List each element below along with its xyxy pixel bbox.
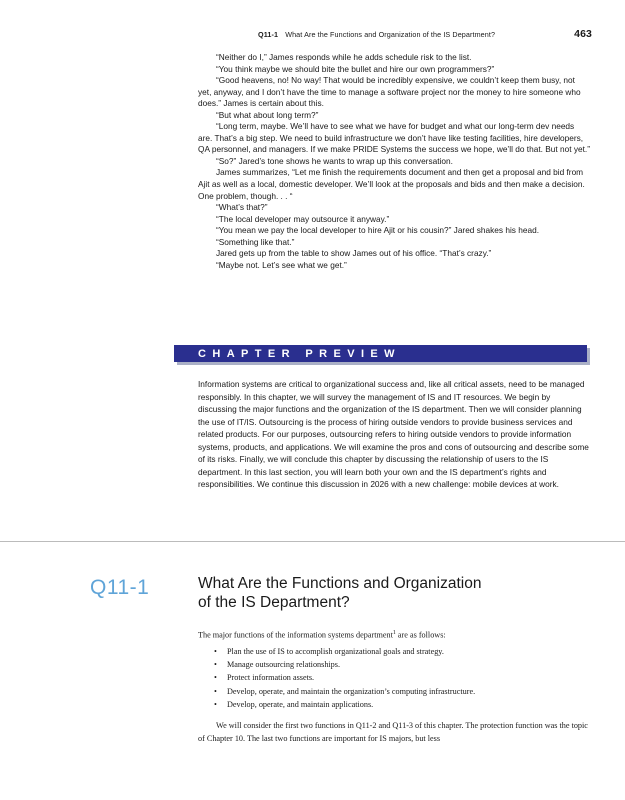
- bullet-icon: •: [214, 673, 217, 683]
- list-item-text: Protect information assets.: [227, 673, 315, 683]
- list-item: [214, 698, 584, 711]
- story-paragraph: “Long term, maybe. We’ll have to see what we have for budget and what our long-term dev needs are. That’s a big step. We need to build infrastructure we don’t have like testing facilities, hire developers, QA personnel, and managers. If we make PRIDE Systems the success we hope, we’ll do that. But not yet.”: [198, 121, 590, 155]
- story-paragraph: “So?” Jared’s tone shows he wants to wrap up this conversation.: [216, 155, 453, 166]
- chapter-preview-text: Information systems are critical to organizational success and, like all critical assets, need to be managed responsibly. In this chapter, we will survey the management of IS and IT resources. We begin by discussing the major functions and the organization of the IS department. Then we will consider planning the use of IT/IS. Outsourcing is the process of hiring outside vendors to provide business services and related products. For our purposes, outsourcing refers to hiring outside vendors to provide information systems, products, and applications. We will examine the pros and cons of outsourcing and describe some of its risks. Finally, we will conclude this chapter by discussing the relationship of users to the IS department. In this last section, you will learn both your own and the IS department’s rights and responsibilities. We continue this discussion in 2026 with a new challenge: mobile devices at work.: [198, 379, 589, 489]
- functions-list: [214, 645, 584, 711]
- page-number: 463: [574, 28, 592, 40]
- list-item: [214, 671, 584, 684]
- chapter-preview-banner: [174, 345, 587, 362]
- section-title-line: of the IS Department?: [198, 594, 350, 611]
- list-item: [214, 658, 584, 671]
- section-divider: [0, 541, 625, 542]
- running-head-section-id: Q11-1: [258, 30, 279, 39]
- section-title: [198, 574, 588, 612]
- list-item: [214, 645, 584, 658]
- list-item-text: Develop, operate, and maintain the organization’s computing infrastructure.: [227, 686, 476, 696]
- story-paragraph: James summarizes, “Let me finish the requirements document and then get a proposal and bid from Ajit as well as a local, domestic developer. We’ll look at the proposals and bids and then make a decision. One problem, though. . . “: [198, 167, 585, 201]
- list-item-text: Develop, operate, and maintain applications.: [227, 699, 374, 709]
- intro-text: The major functions of the information systems department: [198, 630, 393, 640]
- opening-case-story: [198, 52, 590, 271]
- chapter-preview-heading: CHAPTER PREVIEW: [198, 348, 401, 360]
- story-paragraph: “Neither do I,” James responds while he adds schedule risk to the list.: [216, 52, 472, 62]
- running-head: [258, 30, 592, 42]
- list-item: [214, 685, 584, 698]
- bullet-icon: •: [214, 660, 217, 670]
- section-number: Q11-1: [90, 576, 150, 599]
- bullet-icon: •: [214, 647, 217, 656]
- closing-paragraph: We will consider the first two functions in Q11-2 and Q11-3 of this chapter. The protection function was the topic of Chapter 10. The last two functions are important for IS majors, but less: [198, 721, 588, 743]
- story-paragraph: “Something like that.”: [216, 236, 295, 247]
- section-title-line: What Are the Functions and Organization: [198, 575, 482, 592]
- footnote-marker: 1: [392, 630, 396, 636]
- story-paragraph: “You think maybe we should bite the bullet and hire our own programmers?”: [216, 63, 495, 74]
- story-paragraph: “Good heavens, no! No way! That would be incredibly expensive, we couldn’t keep them busy, not yet, anyway, and I don’t have the time to manage a software project nor the money to hire someone who does.” James is certain about this.: [198, 75, 581, 109]
- intro-text-end: are as follows:: [395, 630, 446, 640]
- bullet-icon: •: [214, 686, 217, 696]
- list-item-text: Manage outsourcing relationships.: [227, 660, 341, 670]
- story-paragraph: Jared gets up from the table to show James out of his office. “That’s crazy.”: [216, 248, 492, 259]
- story-paragraph: “The local developer may outsource it anyway.”: [216, 213, 390, 224]
- story-paragraph: “But what about long term?”: [216, 109, 319, 120]
- section-intro: [198, 628, 590, 641]
- bullet-icon: •: [214, 699, 217, 709]
- list-item-text: Plan the use of IS to accomplish organizational goals and strategy.: [227, 647, 444, 656]
- story-paragraph: “You mean we pay the local developer to hire Ajit or his cousin?” Jared shakes his head.: [216, 225, 539, 236]
- running-head-title: What Are the Functions and Organization of the IS Department?: [285, 30, 496, 39]
- story-paragraph: “What’s that?”: [216, 202, 268, 213]
- story-paragraph: “Maybe not. Let’s see what we get.”: [216, 259, 347, 270]
